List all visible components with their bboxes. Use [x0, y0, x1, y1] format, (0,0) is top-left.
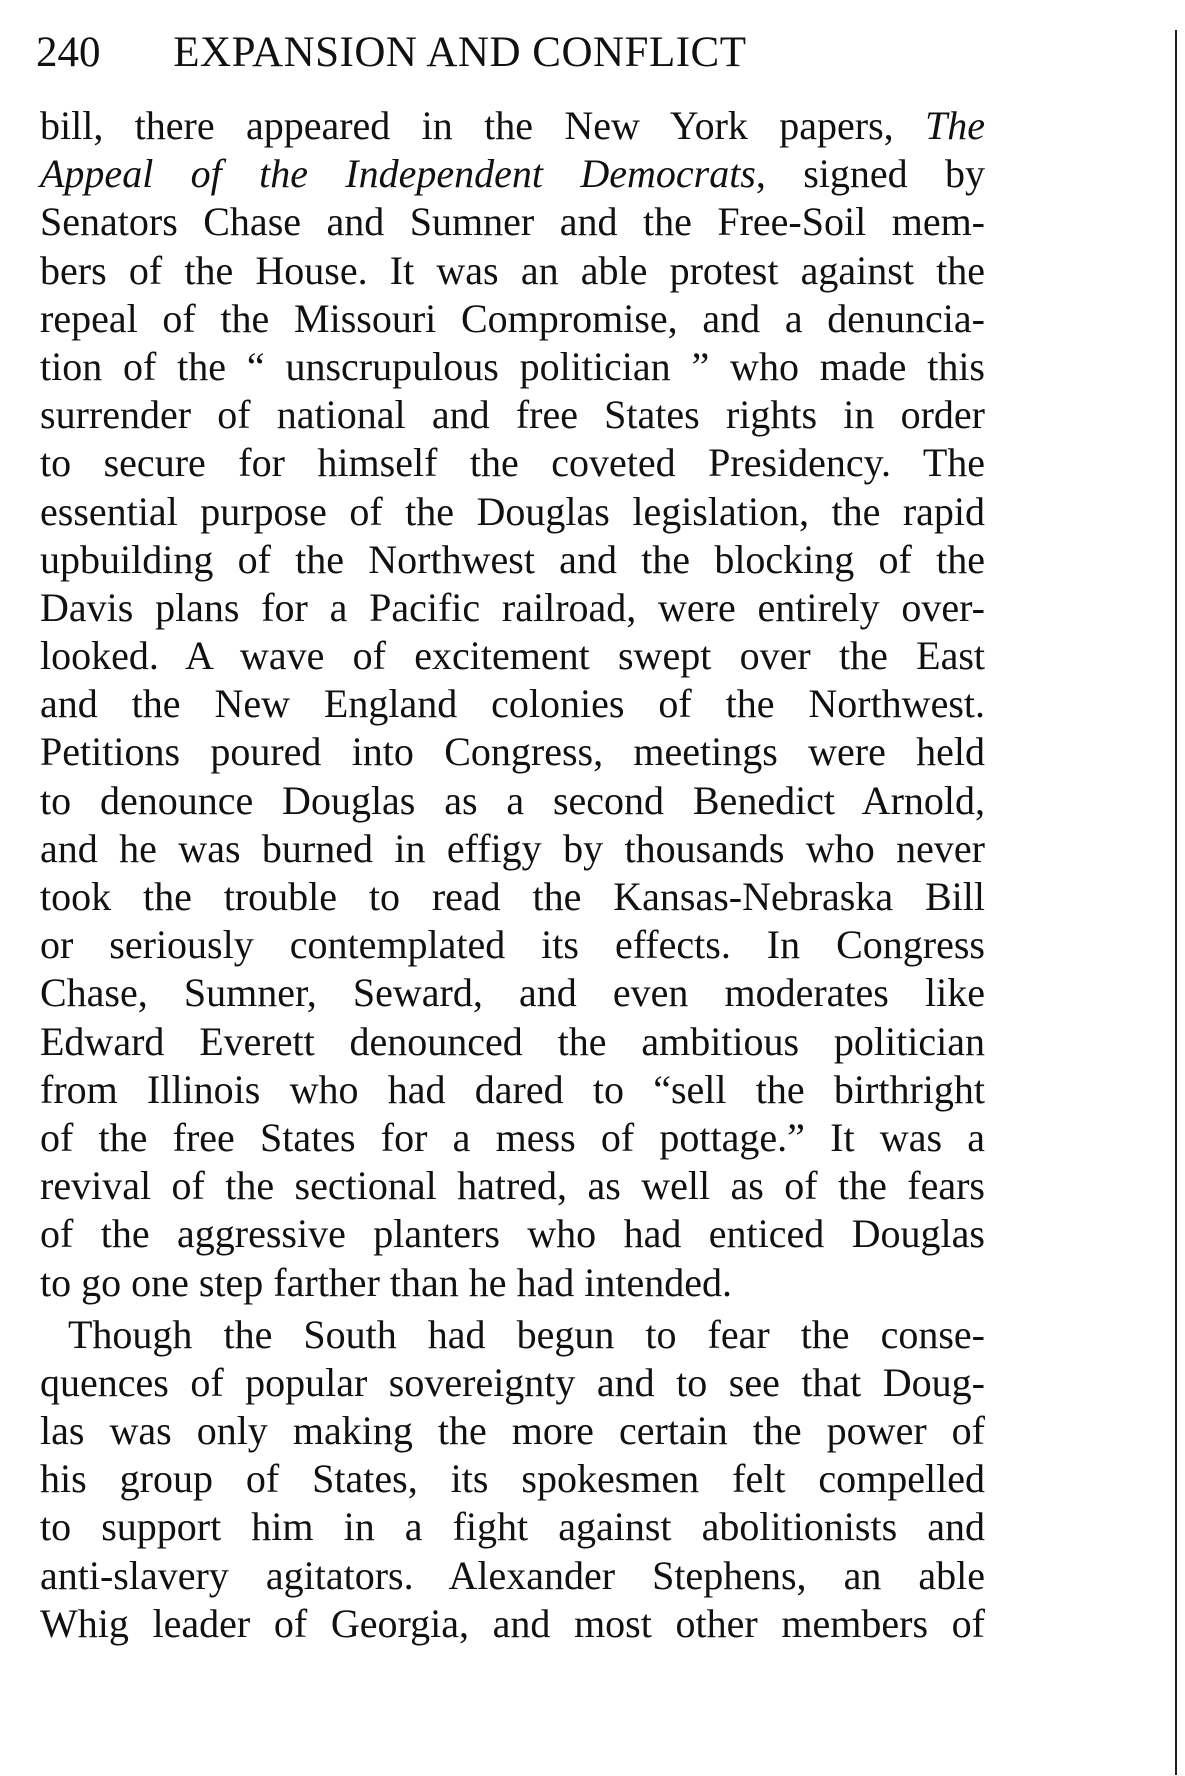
- text-line: bers of the House. It was an able protest against the: [40, 247, 985, 293]
- page-edge-line: [1175, 30, 1177, 1775]
- text-line: Edward Everett denounced the ambitious politician: [40, 1018, 985, 1064]
- text-line: Chase, Sumner, Seward, and even moderates like: [40, 970, 985, 1016]
- text-line: surrender of national and free States rights in order: [40, 392, 985, 438]
- text-line: of the free States for a mess of pottage.” It was a: [40, 1114, 985, 1160]
- text-line: repeal of the Missouri Compromise, and a denuncia-: [40, 295, 985, 341]
- paragraph-1: [40, 102, 985, 1307]
- text-line: of the aggressive planters who had enticed Douglas: [40, 1211, 985, 1257]
- text-line: took the trouble to read the Kansas-Nebraska Bill: [40, 874, 985, 919]
- body-text: [40, 102, 985, 1648]
- text-line: revival of the sectional hatred, as well as of the fears: [40, 1163, 985, 1209]
- text-line: upbuilding of the Northwest and the blocking of the: [40, 536, 985, 582]
- text-line: from Illinois who had dared to “sell the birthright: [40, 1066, 985, 1112]
- text-line: las was only making the more certain the power of: [40, 1408, 985, 1454]
- text-line: his group of States, its spokesmen felt compelled: [40, 1456, 985, 1502]
- text-line: bill, there appeared in the New York papers, The: [40, 103, 985, 148]
- text-line: tion of the “ unscrupulous politician ” who made this: [40, 343, 985, 389]
- text-line: to denounce Douglas as a second Benedict Arnold,: [40, 777, 985, 823]
- text-line: Appeal of the Independent Democrats, signed by: [40, 151, 985, 197]
- text-line: to secure for himself the coveted Presidency. The: [40, 440, 985, 486]
- text-line: Whig leader of Georgia, and most other members of: [40, 1600, 985, 1646]
- text-line: Though the South had begun to fear the conse-: [68, 1311, 985, 1357]
- text-line: Davis plans for a Pacific railroad, were entirely over-: [40, 584, 985, 630]
- text-line: and the New England colonies of the Northwest.: [40, 681, 985, 727]
- text-line: and he was burned in effigy by thousands who never: [40, 825, 985, 871]
- text-line: to go one step farther than he had intended.: [40, 1259, 732, 1305]
- text-line: Senators Chase and Sumner and the Free-Soil mem-: [40, 199, 985, 245]
- text-line: Petitions poured into Congress, meetings were held: [40, 729, 985, 775]
- paragraph-2: [40, 1311, 985, 1648]
- text-line: looked. A wave of excitement swept over the East: [40, 633, 985, 679]
- text-line: essential purpose of the Douglas legislation, the rapid: [40, 488, 985, 534]
- page-number: 240: [36, 29, 101, 76]
- running-head: [36, 28, 1036, 88]
- text-line: anti-slavery agitators. Alexander Stephens, an able: [40, 1552, 985, 1598]
- text-line: to support him in a fight against abolitionists and: [40, 1504, 985, 1550]
- text-line: or seriously contemplated its effects. In Congress: [40, 922, 985, 968]
- running-title: EXPANSION AND CONFLICT: [173, 29, 747, 76]
- text-line: quences of popular sovereignty and to see that Doug-: [40, 1359, 985, 1405]
